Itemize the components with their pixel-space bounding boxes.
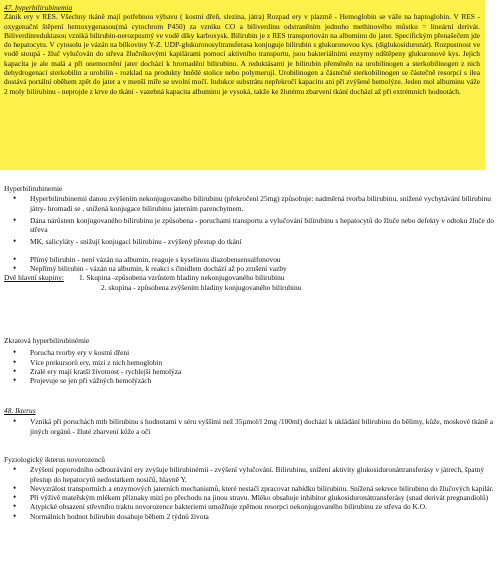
section-47-highlight [0,0,485,170]
list-item: • Vzniká při poruchách mtb bilirubinu s hodnotami v séru vyššími než 35μmol/l 2mg /100ml) dochází k ukládání bilirubinu do bělimy, kůže, moskové tkáně a jiných orgánů - žluté zbarvení kůže a očí [30,417,498,436]
section-48 [4,406,498,436]
zkratova-title: Zkratová hyperbilirubinémie [4,336,90,345]
zkratova-list [4,348,498,385]
fyziologicky-list [4,465,498,521]
list-item: • Porucha tvorby ery v kostní dřeni [30,348,498,357]
list-item: • Hyperbilirubinemii danou zvýšením nekonjugovaného bilirubinu (překročení 25mg) způsobuje: nadměrná tvorba bilirubinu, snížené vychytávání bilirubinu játry- hromadí se , snížená konjugace bilirubinu jaterním parenchymem. [30,194,498,213]
list-item: • Zralé ery mají kratší životnost - rychlejší hemolýza [30,367,498,376]
list-item: • Dána nárůstem konjugovaného bilirubinu je způsobena - poruchami transportu a vylučování bilirubinu s hepatocytů do žluče nebo defekty v odtoku žluče do střeva [30,216,498,235]
fyziologicky-title: Fyziologický ikterus novorozenců [4,455,105,464]
section-48-list [4,417,498,436]
list-item: • Přímý bilirubin - není vázán na albumin, reaguje s kyselinou diazobensensulfonovou [30,255,498,264]
bilirubin-types-list [4,255,498,274]
groups-label: Dvě hlavní skupiny: [4,273,64,283]
section-47-paragraph: Zánik ery v RES. Všechny tkáně mají potřebnou výbavu ( kostní dřeň, slezina, játra) Rozpad ery v plazmě - Hemoglobin se váže na haptoglobin. V RES - oxygenační štěpení hemoxygenasou(má cytochrom P450) za vzniku CO a biliverdinu odstraněním jednoho methinového můstku = lineární derivát. Biliverdinreduktasou vzniká bilirubin-nerozpustný ve vodě díky karboxysk. Bilirubin je z RES transportován na albuminu do jater. Specifickým přenašečem jde do hepatocytu. V cytosolu je vázán na bílkoviny Y-Z. UDP-glukuronosyltransferasa konjuguje bilirubin s glukuronovou kys. (diglukosiduronát). Rozpustnost ve vodě stoupá - žluč vylučován do střeva žlučníkovými kapilárami pomocí aktivního transportu, jsou bakteriálními enzymy odštěpeny glukuronové kys. Jejich kapacita je ale malá a při onemocnění jater dochází k hromadění bilirubinu. A reduktásami je bilirubin přeměněn na urobilinogen a sterkobilinogen z nich dehydrogenací sterkobilin a urobilin - rozklad na produkty hnědé stolice nebo polymerují. Urobilinogen a částečně sterkobilinogen se částečně resorpcí s ilea dostává portální oběhem zpět do jater a v menší míře se uvolní močí. Indukce substrátu nepřekročí kapacitu ani při zvýšené hemolýze. Jeden mol albuminu váže 2 moly bilirubinu - neprojde z krve do tkání - vazebná kapacita albuminu je vysoká, takže ke žlutému zbarvení tkání dochází až při extrémních hodnotách. [4,12,480,96]
list-item: • Více prekursorů ery, mizí z nich hemoglobin [30,358,498,367]
zkratova-section [4,336,498,385]
list-item: • Při výživě mateřským mlékem příznaky mizí po přechodu na jinou stravu. Mléko obsahuje inhibitor glukosiduronáttransferásy (snad derivát pregnandiolů) [30,493,498,502]
group-2: 2. skupina - způsobena zvýšením hladiny konjugovaného bilirubinu [101,282,302,292]
list-item: • Nevyzrálost transportních a enzymových jaterních mechanismů, které nestačí zpracovat nabídku bilirubinu. Snížená sekrece bilirubinu do žlučových kapilár. [30,484,498,493]
list-item: • Nepřímý bilirubin - vázán na albumin, k reakci s činidlem dochází až po zrušení vazby [30,264,498,273]
groups-block [4,273,498,292]
list-item: • Zvýšení poporodního odbourávání ery zvyšuje bilirubinémii - zvýšení vylučování. Bilirubinu, snížení aktivity glukosiduronáttransferásy v játrech, špatný přestup do hepatocytů nedostatkem nosičů, hlavně Y. [30,465,498,484]
group-1: 1. Skupina -způsobena vzrůstem hladiny nekonjugovaného bilirubinu [79,273,285,283]
list-item: • MK, salicyláty - snižují konjugaci bilirubinu - zvýšený přestup do tkání [30,237,498,246]
section-47-title: 47. hyperbilirubinemia [4,3,73,12]
hyperbilirubinemie-section [4,184,498,292]
list-item: • Projevuje se jen při vážných hemolýzách [30,376,498,385]
hyperbilirubinemie-title: Hyperbilirubinemie [4,184,63,193]
fyziologicky-section [4,455,498,521]
list-item: • Normálních hodnot bilirubin dosahuje během 2 týdnů života [30,512,498,521]
section-48-title: 48. Ikterus [4,406,36,415]
hyperbilirubinemie-list [4,194,498,246]
list-item: • Atypické obsazení střevního traktu novorozence bakteriemi umožňuje zpětnou resorpci nekonjugovaného bilirubinu ze střeva do K.O. [30,502,498,511]
